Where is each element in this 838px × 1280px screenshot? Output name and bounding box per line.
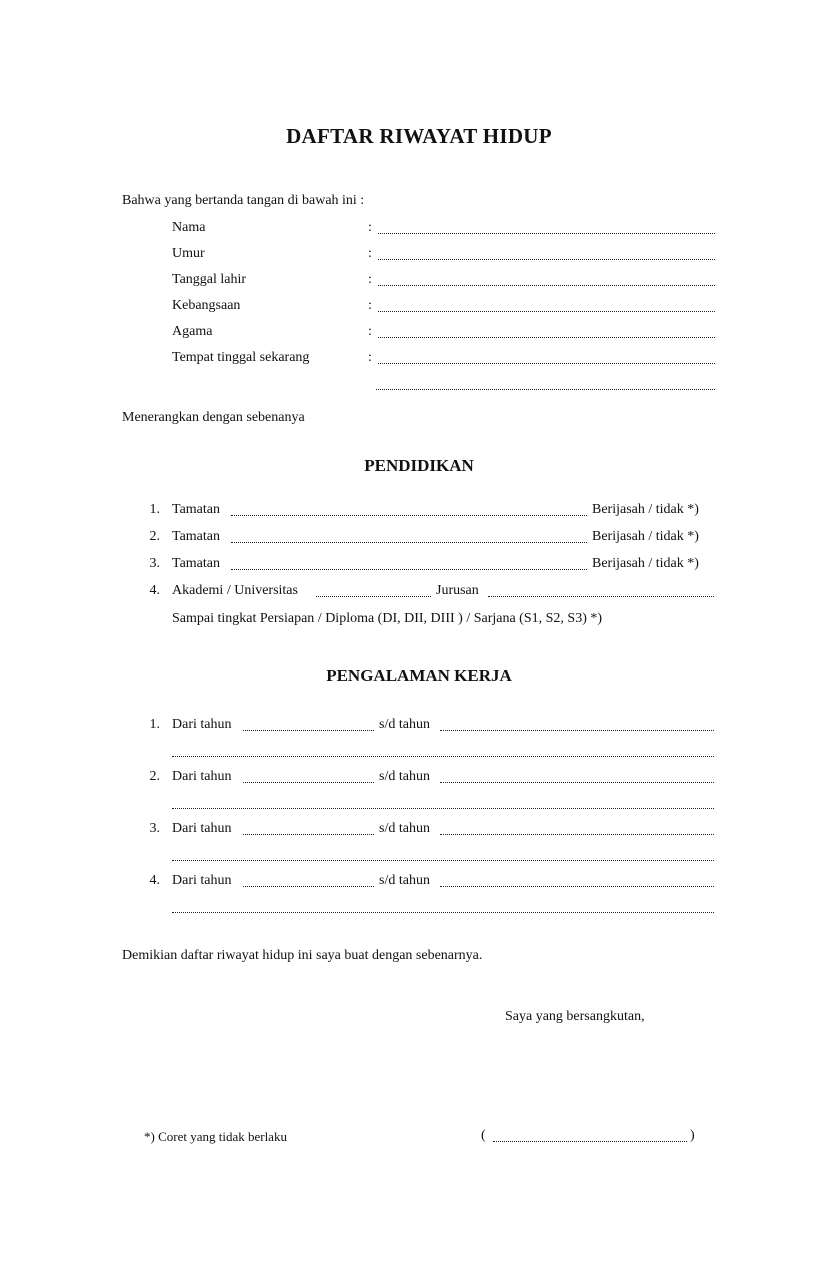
to-year-field[interactable] (440, 834, 714, 835)
intro-text: Bahwa yang bertanda tangan di bawah ini : (122, 193, 365, 208)
job-description-field[interactable] (172, 808, 714, 809)
footnote: *) Coret yang tidak berlaku (144, 1129, 287, 1144)
signature-name-field[interactable] (493, 1141, 687, 1142)
to-year-label: s/d tahun (379, 821, 430, 836)
job-description-field[interactable] (172, 860, 714, 861)
to-year-label: s/d tahun (379, 717, 430, 732)
signature-label: Saya yang bersangkutan, (505, 1009, 645, 1024)
to-year-field[interactable] (440, 730, 714, 731)
from-year-label: Dari tahun (172, 717, 232, 732)
from-year-field[interactable] (243, 834, 374, 835)
to-year-field[interactable] (440, 886, 714, 887)
name-field[interactable] (378, 233, 715, 234)
education-school-field[interactable] (231, 515, 587, 516)
field-colon: : (368, 246, 372, 261)
education-label: Tamatan (172, 529, 220, 544)
from-year-field[interactable] (243, 730, 374, 731)
job-description-field[interactable] (172, 912, 714, 913)
diploma-option: Berijasah / tidak *) (592, 529, 699, 544)
from-year-field[interactable] (243, 782, 374, 783)
diploma-option: Berijasah / tidak *) (592, 502, 699, 517)
list-number: 3. (149, 556, 160, 571)
field-label-age: Umur (172, 246, 205, 261)
from-year-field[interactable] (243, 886, 374, 887)
list-number: 1. (149, 502, 160, 517)
birthdate-field[interactable] (378, 285, 715, 286)
education-heading: PENDIDIKAN (364, 456, 474, 475)
major-label: Jurusan (436, 583, 479, 598)
field-colon: : (368, 272, 372, 287)
address-field-line-2[interactable] (376, 389, 715, 390)
field-label-address: Tempat tinggal sekarang (172, 350, 310, 365)
field-label-religion: Agama (172, 324, 213, 339)
to-year-label: s/d tahun (379, 769, 430, 784)
field-colon: : (368, 220, 372, 235)
list-number: 3. (149, 821, 160, 836)
list-number: 4. (149, 873, 160, 888)
field-label-birthdate: Tanggal lahir (172, 272, 247, 287)
signature-open-paren: ( (481, 1128, 486, 1143)
signature-close-paren: ) (690, 1128, 695, 1143)
list-number: 1. (149, 717, 160, 732)
list-number: 2. (149, 529, 160, 544)
from-year-label: Dari tahun (172, 873, 232, 888)
from-year-label: Dari tahun (172, 769, 232, 784)
field-colon: : (368, 298, 372, 313)
field-label-nationality: Kebangsaan (172, 298, 241, 313)
page-title: DAFTAR RIWAYAT HIDUP (286, 124, 552, 148)
field-colon: : (368, 350, 372, 365)
diploma-option: Berijasah / tidak *) (592, 556, 699, 571)
to-year-field[interactable] (440, 782, 714, 783)
closing-text: Demikian daftar riwayat hidup ini saya buat dengan sebenarnya. (122, 948, 483, 963)
university-field[interactable] (316, 596, 431, 597)
work-heading: PENGALAMAN KERJA (326, 666, 512, 685)
education-label: Tamatan (172, 502, 220, 517)
education-school-field[interactable] (231, 569, 587, 570)
education-level-note: Sampai tingkat Persiapan / Diploma (DI, DII, DIII ) / Sarjana (S1, S2, S3) *) (172, 611, 603, 626)
list-number: 4. (149, 583, 160, 598)
education-label: Tamatan (172, 556, 220, 571)
from-year-label: Dari tahun (172, 821, 232, 836)
university-label: Akademi / Universitas (172, 583, 298, 598)
age-field[interactable] (378, 259, 715, 260)
field-label-name: Nama (172, 220, 206, 235)
statement-text: Menerangkan dengan sebenanya (122, 410, 305, 425)
field-colon: : (368, 324, 372, 339)
to-year-label: s/d tahun (379, 873, 430, 888)
nationality-field[interactable] (378, 311, 715, 312)
major-field[interactable] (488, 596, 714, 597)
address-field[interactable] (378, 363, 715, 364)
education-school-field[interactable] (231, 542, 587, 543)
religion-field[interactable] (378, 337, 715, 338)
list-number: 2. (149, 769, 160, 784)
job-description-field[interactable] (172, 756, 714, 757)
